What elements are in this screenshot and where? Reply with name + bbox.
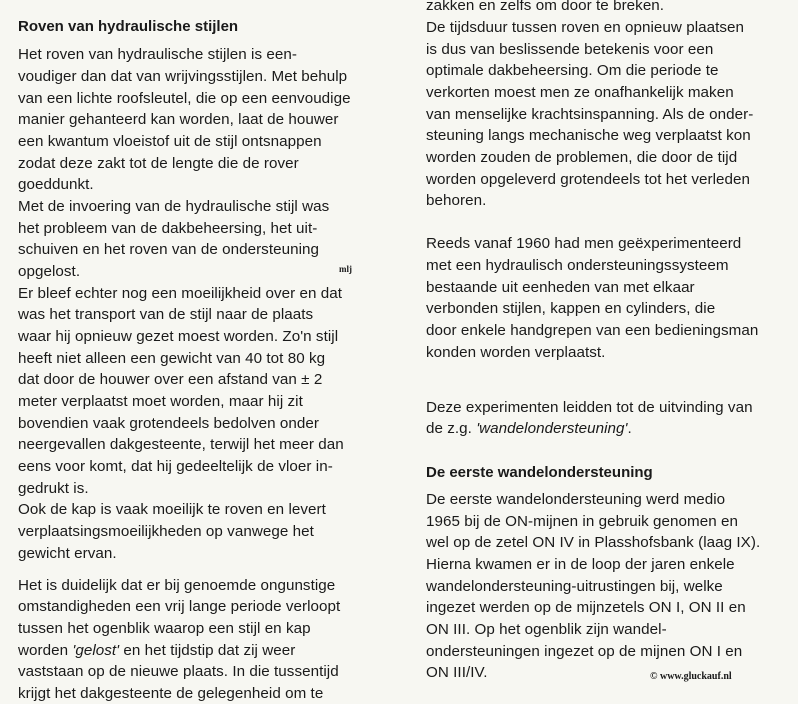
text-line: de z.g. 'wandelondersteuning'. [426,420,632,437]
text-line: neergevallen dakgesteente, terwijl het meer dan [18,436,344,453]
text-line: Ook de kap is vaak moeilijk te roven en levert [18,501,326,518]
text-line: tussen het ogenblik waarop een stijl en kap [18,620,311,637]
text-line: 1965 bij de ON-mijnen in gebruik genomen en [426,513,738,530]
text-line: worden opgeleverd grotendeels tot het verleden [426,171,750,188]
text-line: zakken en zelfs om door te breken. [426,0,665,14]
text-line: voudiger dan dat van wrijvingsstijlen. Met behulp [18,68,348,85]
text-line: Het roven van hydraulische stijlen is een- [18,46,297,63]
section-heading-wandelondersteuning: De eerste wandelondersteuning [426,464,653,481]
text-line: dat door de houwer over een afstand van ± 2 [18,371,323,388]
text-line: van menselijke krachtsinspanning. Als de onder- [426,106,754,123]
text-line: Het is duidelijk dat er bij genoemde ongunstige [18,577,336,594]
text-line: ingezet werden op de mijnzetels ON I, ON II en [426,599,746,616]
text-line: De eerste wandelondersteuning werd medio [426,491,726,508]
text-line: worden zouden de problemen, die door de tijd [426,149,738,166]
text-line: door enkele handgrepen van een bedieningsman [426,322,759,339]
text-line: vaststaan op de nieuwe plaats. In die tussentijd [18,663,339,680]
text-line: ondersteuningen ingezet op de mijnen ON I en [426,643,743,660]
text-line: krijgt het dakgesteente de gelegenheid om te [18,685,324,702]
text-line: De tijdsduur tussen roven en opnieuw plaatsen [426,19,745,36]
section-heading-roven: Roven van hydraulische stijlen [18,18,239,35]
text-line: konden worden verplaatst. [426,344,606,361]
text-line: Hierna kwamen er in de loop der jaren enkele [426,556,735,573]
text-line: Deze experimenten leidden tot de uitvinding van [426,399,753,416]
text-line: manier gehanteerd kan worden, laat de houwer [18,111,339,128]
text-line: gedrukt is. [18,480,89,497]
text-line: Met de invoering van de hydraulische stijl was [18,198,330,215]
text-line: wel op de zetel ON IV in Plasshofsbank (laag IX). [426,534,761,551]
text-line: optimale dakbeheersing. Om die periode te [426,62,719,79]
text-line: verplaatsingsmoeilijkheden op vanwege het [18,523,314,540]
text-line: eens voor komt, dat hij gedeeltelijk de vloer in- [18,458,333,475]
text-line: zodat deze zakt tot de lengte die de rover [18,155,299,172]
margin-mark: mlj [339,264,352,274]
text-line: heeft niet alleen een gewicht van 40 tot 80 kg [18,350,326,367]
text-line: bovendien vaak grotendeels bedolven onder [18,415,319,432]
text-line: ON III/IV. [426,664,488,681]
text-line: waar hij opnieuw gezet moest worden. Zo'n stijl [18,328,339,345]
text-line: meter verplaatst moet worden, maar hij zit [18,393,303,410]
text-line: steuning langs mechanische weg verplaatst kon [426,127,751,144]
text-line: met een hydraulisch ondersteuningssysteem [426,257,729,274]
text-line: verbonden stijlen, kappen en cylinders, die [426,300,716,317]
text-line: omstandigheden een vrij lange periode verloopt [18,598,341,615]
text-line: bestaande uit eenheden van met elkaar [426,279,695,296]
text-line: was het transport van de stijl naar de plaats [18,306,314,323]
text-line: goeddunkt. [18,176,94,193]
text-line: opgelost. [18,263,81,280]
text-line: gewicht ervan. [18,545,117,562]
copyright-notice: © www.gluckauf.nl [650,671,732,682]
text-line: Reeds vanaf 1960 had men geëxperimenteerd [426,235,742,252]
text-line: het probleem van de dakbeheersing, het uit- [18,220,318,237]
text-line: behoren. [426,192,487,209]
text-line: van een lichte roofsleutel, die op een eenvoudige [18,90,351,107]
text-line: is dus van beslissende betekenis voor een [426,41,714,58]
text-line: verkorten moest men ze onafhankelijk maken [426,84,734,101]
text-line: ON III. Op het ogenblik zijn wandel- [426,621,667,638]
text-line: worden 'gelost' en het tijdstip dat zij weer [18,642,296,659]
text-line: een kwantum vloeistof uit de stijl ontsnappen [18,133,322,150]
text-line: schuiven en het roven van de ondersteuning [18,241,319,258]
text-line: Er bleef echter nog een moeilijkheid over en dat [18,285,343,302]
text-line: wandelondersteuning-uitrustingen bij, welke [426,578,723,595]
